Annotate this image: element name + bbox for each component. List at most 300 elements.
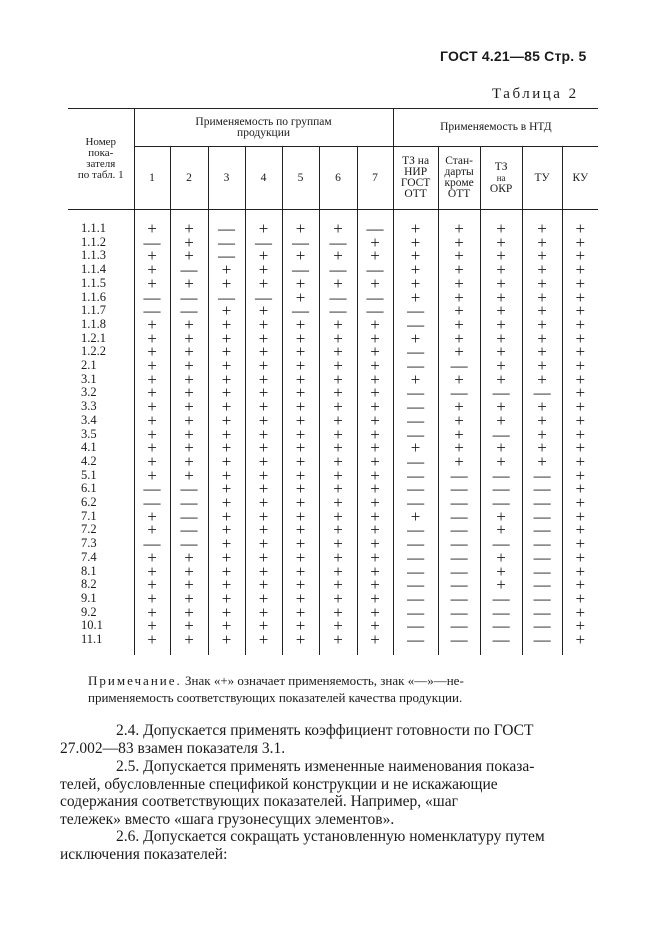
applicability-cell: + [170,455,208,469]
applicability-cell: + [319,428,357,442]
applicability-cell: + [438,318,480,332]
applicability-cell: — [438,469,480,483]
applicability-cell: + [208,565,245,579]
applicability-cell: — [319,263,357,277]
applicability-cell: + [208,373,245,387]
indicator-number: 9.1 [68,592,134,606]
applicability-cell: + [357,373,393,387]
applicability-cell: + [480,551,522,565]
applicability-cell: + [245,210,282,236]
applicability-cell: — [438,359,480,373]
ntd-column-header-standards: Стан- дарты кроме ОТТ [438,147,480,210]
applicability-cell: + [319,619,357,633]
applicability-cell: + [208,428,245,442]
applicability-cell: + [562,373,598,387]
applicability-cell: + [522,455,562,469]
applicability-cell: + [170,345,208,359]
applicability-cell: + [282,510,319,524]
applicability-cell: + [208,400,245,414]
indicator-number: 8.2 [68,578,134,592]
applicability-cell: — [438,496,480,510]
applicability-cell: — [134,236,170,250]
applicability-cell: — [480,469,522,483]
applicability-cell: — [522,633,562,655]
applicability-cell: + [562,510,598,524]
applicability-cell: + [208,414,245,428]
applicability-cell: + [282,318,319,332]
applicability-cell: + [562,291,598,305]
applicability-cell: — [393,551,438,565]
applicability-cell: + [208,359,245,373]
applicability-cell: + [522,277,562,291]
applicability-cell: + [562,592,598,606]
applicability-cell: — [438,482,480,496]
applicability-cell: + [208,592,245,606]
applicability-cell: + [134,400,170,414]
applicability-cell: + [319,606,357,620]
applicability-cell: + [208,304,245,318]
applicability-cell: + [522,304,562,318]
applicability-cell: + [245,373,282,387]
applicability-cell: + [562,345,598,359]
applicability-cell: + [522,414,562,428]
indicator-number: 11.1 [68,633,134,655]
applicability-cell: + [282,386,319,400]
applicability-cell: + [170,373,208,387]
applicability-cell: + [562,482,598,496]
applicability-cell: + [170,592,208,606]
applicability-cell: — [480,633,522,655]
applicability-cell: — [134,304,170,318]
applicability-cell: + [208,386,245,400]
indicator-number: 1.1.2 [68,236,134,250]
applicability-cell: + [319,373,357,387]
applicability-cell: + [282,428,319,442]
applicability-cell: + [393,236,438,250]
applicability-cell: + [522,373,562,387]
applicability-cell: + [480,291,522,305]
applicability-cell: — [319,236,357,250]
indicator-number: 1.1.5 [68,277,134,291]
applicability-cell: + [282,633,319,655]
applicability-cell: + [357,400,393,414]
applicability-cell: + [319,565,357,579]
applicability-cell: — [134,482,170,496]
applicability-cell: + [562,318,598,332]
group-column-header: 7 [357,147,393,210]
applicability-cell: — [522,469,562,483]
applicability-cell: + [562,249,598,263]
applicability-cell: + [357,277,393,291]
applicability-cell: + [562,277,598,291]
applicability-cell: + [562,619,598,633]
applicability-cell: — [170,291,208,305]
applicability-cell: + [438,304,480,318]
applicability-cell: + [438,441,480,455]
applicability-cell: + [319,318,357,332]
applicability-cell: — [208,210,245,236]
indicator-number: 7.3 [68,537,134,551]
applicability-cell: + [480,400,522,414]
applicability-cell: — [522,606,562,620]
running-header: ГОСТ 4.21—85 Стр. 5 [440,48,587,64]
applicability-cell: + [393,441,438,455]
applicability-cell: + [208,537,245,551]
applicability-cell: + [245,606,282,620]
applicability-cell: — [438,606,480,620]
applicability-cell: — [393,414,438,428]
applicability-cell: + [438,400,480,414]
applicability-cell: + [208,633,245,655]
paragraph-2-4: 2.4. Допускается применять коэффициент готовности по ГОСТ 27.002—83 взамен показателя 3.1. [60,722,534,757]
applicability-cell: + [208,606,245,620]
applicability-cell: + [357,510,393,524]
applicability-cell: + [357,332,393,346]
applicability-cell: — [393,469,438,483]
applicability-cell: + [245,482,282,496]
applicability-cell: + [357,633,393,655]
applicability-cell: + [522,210,562,236]
applicability-cell: — [393,304,438,318]
applicability-cell: + [134,263,170,277]
applicability-cell: + [480,414,522,428]
applicability-cell: + [245,400,282,414]
applicability-cell: + [134,441,170,455]
applicability-cell: — [480,606,522,620]
applicability-cell: + [357,428,393,442]
indicator-number: 7.1 [68,510,134,524]
applicability-cell: + [562,578,598,592]
applicability-cell: + [208,578,245,592]
applicability-cell: + [134,551,170,565]
applicability-cell: + [208,455,245,469]
applicability-cell: — [170,523,208,537]
applicability-cell: + [319,578,357,592]
applicability-cell: + [282,414,319,428]
applicability-cell: + [480,510,522,524]
applicability-cell: + [134,318,170,332]
applicability-cell: + [480,523,522,537]
indicator-number: 1.1.7 [68,304,134,318]
applicability-cell: — [438,578,480,592]
applicability-cell: + [562,606,598,620]
note-line: Знак «+» означает применяемость, знак «—»—не- [181,673,464,688]
applicability-cell: — [522,619,562,633]
applicability-cell: + [319,441,357,455]
applicability-cell: + [319,523,357,537]
applicability-cell: + [170,400,208,414]
applicability-cell: + [357,482,393,496]
applicability-cell: + [319,551,357,565]
applicability-cell: — [393,482,438,496]
applicability-cell: — [522,510,562,524]
applicability-cell: + [208,523,245,537]
applicability-cell: — [134,496,170,510]
applicability-cell: + [282,345,319,359]
applicability-cell: + [282,249,319,263]
indicator-number: 6.1 [68,482,134,496]
applicability-cell: + [170,236,208,250]
group-column-header: 1 [134,147,170,210]
applicability-cell: + [393,291,438,305]
indicator-number: 2.1 [68,359,134,373]
applicability-cell: — [438,592,480,606]
applicability-cell: + [245,537,282,551]
applicability-cell: + [562,469,598,483]
applicability-cell: + [438,455,480,469]
indicator-number: 1.2.1 [68,332,134,346]
applicability-cell: — [282,236,319,250]
applicability-cell: + [438,210,480,236]
applicability-cell: + [170,633,208,655]
applicability-cell: + [480,318,522,332]
applicability-cell: + [319,482,357,496]
note-label: Примечание. [88,673,182,688]
applicability-cell: + [170,565,208,579]
applicability-cell: — [438,537,480,551]
applicability-cell: + [562,359,598,373]
ntd-column-header-tz-okr: ТЗ на ОКР [480,147,522,210]
applicability-cell: + [319,414,357,428]
applicability-cell: + [522,400,562,414]
applicability-cell: + [438,345,480,359]
applicability-cell: + [319,277,357,291]
applicability-cell: + [357,318,393,332]
applicability-cell: + [357,592,393,606]
applicability-cell: + [245,359,282,373]
paragraph-2-5: 2.5. Допускается применять измененные наименования показа- телей, обусловленные спецификой конструкции и не искажающие содержания соответствующих показателей. Например, «шаг тележек» вместо «шага грузонесущих элементов». [60,758,535,828]
applicability-cell: — [438,565,480,579]
applicability-cell: + [522,263,562,277]
applicability-cell: + [562,633,598,655]
applicability-cell: + [522,345,562,359]
applicability-cell: — [393,537,438,551]
applicability-cell: + [134,345,170,359]
applicability-cell: + [357,345,393,359]
applicability-cell: — [393,565,438,579]
indicator-number: 1.1.3 [68,249,134,263]
applicability-cell: — [393,318,438,332]
ntd-applicability-header: Применяемость в НТД [393,109,598,147]
applicability-cell: + [245,523,282,537]
group-column-header: 3 [208,147,245,210]
applicability-cell: — [438,551,480,565]
applicability-cell: — [393,386,438,400]
applicability-cell: + [134,414,170,428]
applicability-cell: — [208,236,245,250]
applicability-cell: + [480,304,522,318]
applicability-cell: + [245,551,282,565]
applicability-cell: — [522,482,562,496]
applicability-cell: + [134,373,170,387]
applicability-cell: + [134,428,170,442]
applicability-cell: + [438,428,480,442]
applicability-cell: + [393,332,438,346]
applicability-cell: — [357,291,393,305]
applicability-table [68,108,598,655]
applicability-cell: — [393,359,438,373]
applicability-cell: + [562,537,598,551]
applicability-cell: — [393,619,438,633]
applicability-cell: — [319,304,357,318]
applicability-cell: + [134,249,170,263]
applicability-cell: + [170,386,208,400]
applicability-cell: + [562,496,598,510]
applicability-cell: + [170,332,208,346]
indicator-number: 5.1 [68,469,134,483]
applicability-cell: + [208,469,245,483]
applicability-cell: + [319,359,357,373]
applicability-cell: + [245,263,282,277]
applicability-cell: + [282,441,319,455]
applicability-cell: + [480,210,522,236]
ntd-column-header-ku: КУ [562,147,598,210]
applicability-cell: + [393,510,438,524]
applicability-cell: + [282,537,319,551]
applicability-cell: + [282,332,319,346]
applicability-cell: — [393,523,438,537]
indicator-number: 1.1.6 [68,291,134,305]
applicability-cell: + [208,496,245,510]
applicability-cell: + [357,578,393,592]
applicability-cell: + [357,359,393,373]
applicability-cell: + [170,414,208,428]
applicability-cell: + [357,619,393,633]
applicability-cell: + [282,551,319,565]
applicability-cell: — [170,510,208,524]
applicability-cell: + [357,606,393,620]
applicability-cell: + [393,249,438,263]
applicability-cell: + [208,277,245,291]
applicability-cell: + [134,578,170,592]
applicability-cell: — [170,263,208,277]
group-column-header: 2 [170,147,208,210]
applicability-cell: + [245,249,282,263]
applicability-cell: + [319,537,357,551]
applicability-cell: — [438,619,480,633]
group-column-header: 4 [245,147,282,210]
applicability-cell: + [522,291,562,305]
applicability-cell: + [282,455,319,469]
group-column-header: 5 [282,147,319,210]
table-row [68,633,598,655]
applicability-cell: + [319,592,357,606]
applicability-cell: + [245,469,282,483]
group-applicability-header: Применяемость по группам продукции [134,109,393,147]
applicability-cell: + [319,510,357,524]
indicator-number: 6.2 [68,496,134,510]
applicability-cell: + [245,496,282,510]
applicability-cell: + [170,277,208,291]
applicability-cell: — [522,551,562,565]
applicability-cell: + [393,373,438,387]
applicability-cell: + [245,619,282,633]
applicability-cell: + [438,291,480,305]
applicability-cell: + [480,359,522,373]
applicability-cell: + [562,414,598,428]
applicability-cell: + [393,210,438,236]
applicability-cell: + [562,304,598,318]
applicability-cell: — [282,304,319,318]
column-header-row [68,147,598,210]
applicability-cell: — [393,496,438,510]
applicability-cell: + [208,441,245,455]
applicability-cell: + [357,551,393,565]
paragraph-2-6: 2.6. Допускается сокращать установленную номенклатуру путем исключения показателей: [60,828,545,863]
applicability-cell: + [522,332,562,346]
applicability-cell: + [438,277,480,291]
applicability-cell: + [134,277,170,291]
indicator-number: 1.1.4 [68,263,134,277]
applicability-cell: + [134,592,170,606]
applicability-cell: + [438,236,480,250]
applicability-cell: — [245,236,282,250]
applicability-cell: — [170,537,208,551]
applicability-cell: + [208,263,245,277]
applicability-cell: + [522,236,562,250]
applicability-cell: + [480,249,522,263]
applicability-cell: — [393,345,438,359]
applicability-cell: + [282,210,319,236]
group-column-header: 6 [319,147,357,210]
indicator-number: 1.1.8 [68,318,134,332]
applicability-cell: + [245,345,282,359]
applicability-cell: + [134,332,170,346]
applicability-cell: + [208,482,245,496]
applicability-cell: + [134,510,170,524]
table-caption: Таблица 2 [492,86,579,102]
applicability-cell: — [480,428,522,442]
applicability-cell: — [134,291,170,305]
applicability-cell: + [245,592,282,606]
applicability-cell: + [438,414,480,428]
applicability-cell: — [522,578,562,592]
applicability-cell: + [562,236,598,250]
applicability-cell: + [438,249,480,263]
applicability-cell: + [393,263,438,277]
applicability-cell: — [170,496,208,510]
applicability-cell: — [480,386,522,400]
indicator-number: 1.1.1 [68,210,134,236]
applicability-cell: — [134,537,170,551]
applicability-cell: — [393,606,438,620]
applicability-cell: + [134,455,170,469]
applicability-cell: + [245,414,282,428]
applicability-cell: + [562,565,598,579]
applicability-cell: + [282,578,319,592]
applicability-cell: + [480,345,522,359]
applicability-cell: + [319,345,357,359]
applicability-cell: + [562,441,598,455]
applicability-cell: + [282,606,319,620]
applicability-cell: — [522,592,562,606]
applicability-cell: + [438,373,480,387]
applicability-cell: + [357,565,393,579]
applicability-cell: + [480,332,522,346]
applicability-cell: + [245,565,282,579]
applicability-cell: — [438,633,480,655]
applicability-cell: + [282,469,319,483]
applicability-cell: + [245,633,282,655]
indicator-number: 4.2 [68,455,134,469]
indicator-number: 7.4 [68,551,134,565]
applicability-cell: + [170,359,208,373]
applicability-cell: — [393,592,438,606]
applicability-cell: + [134,210,170,236]
applicability-cell: + [282,619,319,633]
applicability-cell: — [480,619,522,633]
applicability-cell: + [208,551,245,565]
